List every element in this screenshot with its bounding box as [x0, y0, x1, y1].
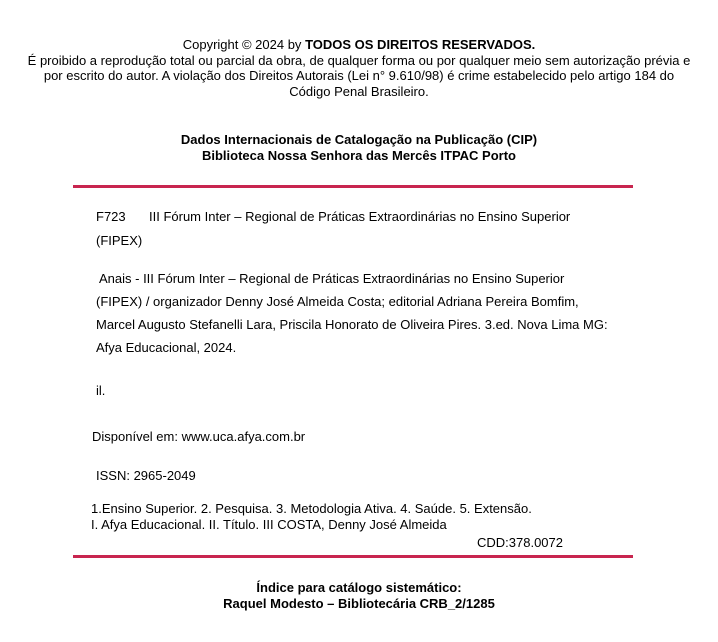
top-divider [73, 185, 633, 188]
copyright-notice-line: É proibido a reprodução total ou parcial da obra, de qualquer forma ou por qualquer meio sem autorização prévia e [27, 52, 691, 68]
cip-library: Biblioteca Nossa Senhora das Mercês ITPAC Porto [201, 147, 516, 163]
librarian-credit: Raquel Modesto – Bibliotecária CRB_2/1285 [223, 595, 495, 611]
copyright-line [0, 37, 718, 53]
description-line: Marcel Augusto Stefanelli Lara, Priscila Honorato de Oliveira Pires. 3.ed. Nova Lima MG: [96, 317, 608, 332]
description-line: Anais - III Fórum Inter – Regional de Práticas Extraordinárias no Ensino Superior [99, 271, 565, 286]
cdd-number: CDD:378.0072 [477, 535, 563, 550]
description-line: Afya Educacional, 2024. [96, 340, 237, 355]
copyright-block [0, 37, 718, 99]
copyright-holder: TODOS OS DIREITOS RESERVADOS. [305, 37, 536, 52]
copyright-notice-line: por escrito do autor. A violação dos Direitos Autorais (Lei n° 9.610/98) é crime estabelecido pelo artigo 184 do [43, 68, 675, 83]
cip-title: Dados Internacionais de Catalogação na Publicação (CIP) [180, 132, 538, 147]
subjects: 1.Ensino Superior. 2. Pesquisa. 3. Metodologia Ativa. 4. Saúde. 5. Extensão. [91, 501, 532, 516]
card-heading: III Fórum Inter – Regional de Práticas Extraordinárias no Ensino Superior [149, 209, 571, 224]
copyright-prefix: Copyright © 2024 by [182, 37, 306, 52]
issn: ISSN: 2965-2049 [96, 468, 196, 483]
footer-block [0, 580, 718, 611]
description-line: (FIPEX) / organizador Denny José Almeida Costa; editorial Adriana Pereira Bomfim, [96, 294, 579, 309]
card-heading-cont: (FIPEX) [96, 233, 143, 248]
cip-header [0, 132, 718, 163]
index-label: Índice para catálogo sistemático: [256, 580, 462, 595]
bottom-divider [73, 555, 633, 558]
copyright-notice-line: Código Penal Brasileiro. [289, 83, 429, 99]
call-number: F723 [96, 209, 126, 224]
added-entries: I. Afya Educacional. II. Título. III COSTA, Denny José Almeida [91, 517, 447, 532]
illustrations-note: il. [96, 383, 106, 398]
availability-note: Disponível em: www.uca.afya.com.br [92, 429, 306, 444]
